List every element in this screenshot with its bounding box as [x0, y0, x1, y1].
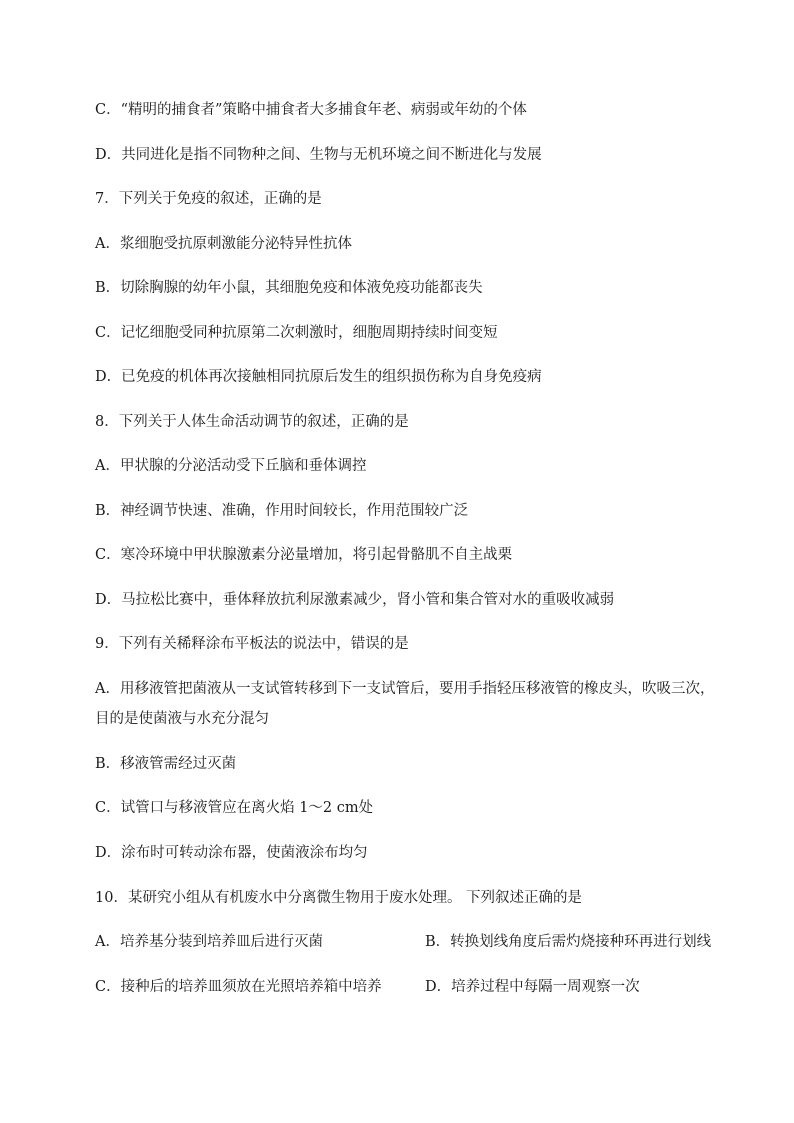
option-line: C．寒冷环境中甲状腺激素分泌量增加，将引起骨骼肌不自主战栗: [95, 547, 513, 563]
option-line: C．记忆细胞受同种抗原第二次刺激时，细胞周期持续时间变短: [95, 325, 498, 341]
option-a: A．培养基分装到培养皿后进行灭菌: [95, 934, 323, 950]
option-c: C．接种后的培养皿须放在光照培养箱中培养: [95, 979, 382, 995]
option-line: D．已免疫的机体再次接触相同抗原后发生的组织损伤称为自身免疫病: [95, 369, 542, 385]
option-line: B．移液管需经过灭菌: [95, 756, 237, 772]
option-d: D．培养过程中每隔一周观察一次: [425, 979, 640, 995]
option-line: D．涂布时可转动涂布器，使菌液涂布均匀: [95, 845, 368, 861]
question-stem: 7．下列关于免疫的叙述，正确的是: [95, 191, 322, 207]
question-stem: 8．下列关于人体生命活动调节的叙述，正确的是: [95, 414, 409, 430]
option-line: A．用移液管把菌液从一支试管转移到下一支试管后，要用手指轻压移液管的橡皮头，吹吸三次，: [95, 681, 715, 697]
option-b: B．转换划线角度后需灼烧接种环再进行划线: [425, 934, 712, 950]
question-stem: 10．某研究小组从有机废水中分离微生物用于废水处理。 下列叙述正确的是: [95, 890, 583, 906]
option-line: C．“精明的捕食者”策略中捕食者大多捕食年老、病弱或年幼的个体: [95, 102, 527, 118]
option-line: D．共同进化是指不同物种之间、生物与无机环境之间不断进化与发展: [95, 147, 542, 163]
question-stem: 9．下列有关稀释涂布平板法的说法中，错误的是: [95, 636, 409, 652]
option-line: A．甲状腺的分泌活动受下丘脑和垂体调控: [95, 458, 367, 474]
option-line-continuation: 目的是使菌液与水充分混匀: [95, 711, 269, 727]
option-line: B．切除胸腺的幼年小鼠，其细胞免疫和体液免疫功能都丧失: [95, 280, 483, 296]
option-line: A．浆细胞受抗原刺激能分泌特异性抗体: [95, 236, 352, 252]
option-line: B．神经调节快速、准确，作用时间较长，作用范围较广泛: [95, 503, 469, 519]
option-line: D．马拉松比赛中，垂体释放抗利尿激素减少，肾小管和集合管对水的重吸收减弱: [95, 592, 615, 608]
option-line: C．试管口与移液管应在离火焰 1～2 cm处: [95, 800, 374, 816]
